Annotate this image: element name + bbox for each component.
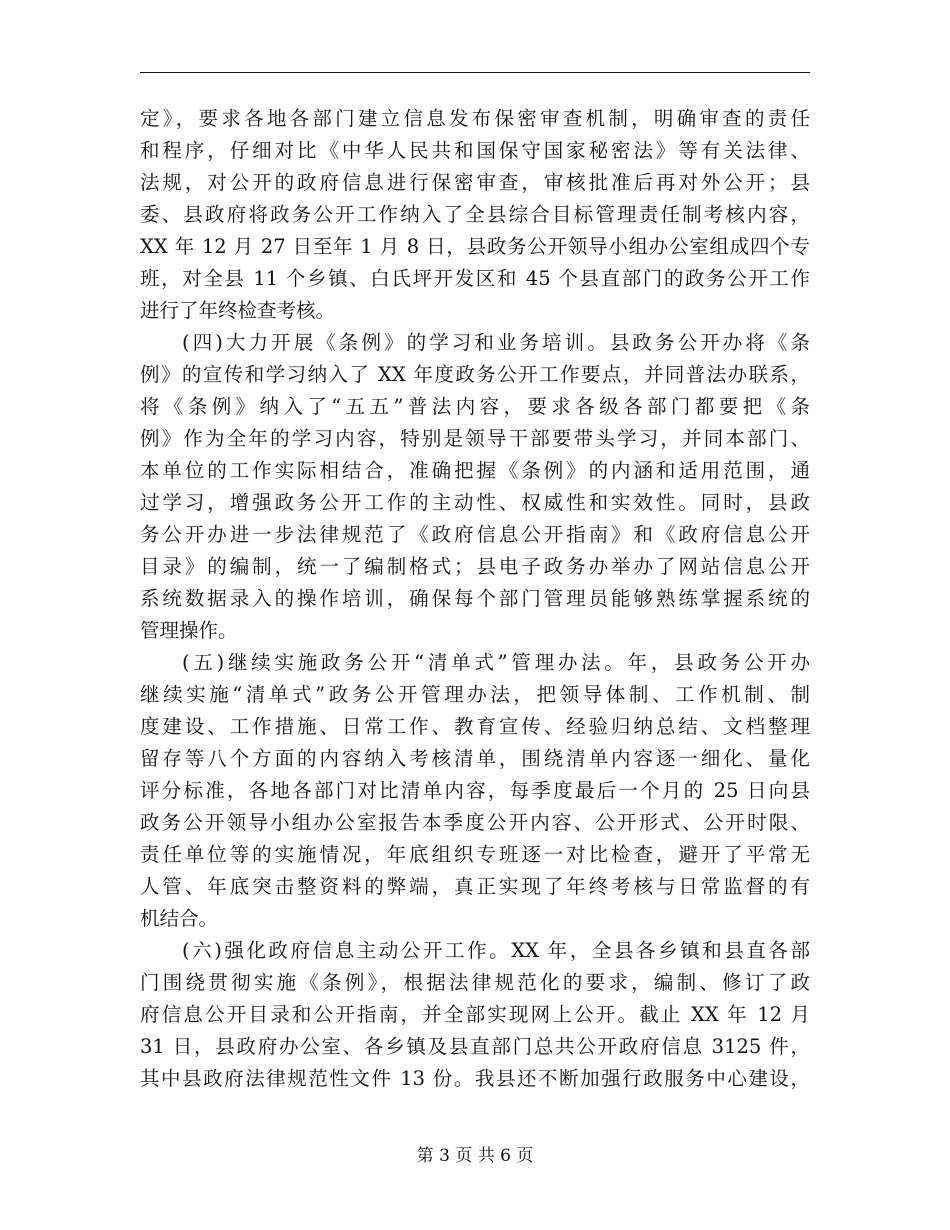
text-line: 继续实施“清单式”政务公开管理办法，把领导体制、工作机制、制: [140, 683, 810, 706]
text-line: 责任单位等的实施情况，年底组织专班逐一对比检查，避开了平常无: [140, 843, 810, 866]
paragraph-heading-line: (五)继续实施政务公开“清单式”管理办法。年，县政务公开办: [182, 651, 810, 674]
text-line: 班，对全县 11 个乡镇、白氏坪开发区和 45 个县直部门的政务公开工作: [140, 267, 810, 290]
text-line: 进行了年终检查考核。: [140, 299, 336, 322]
text-line: XX 年 12 月 27 日至年 1 月 8 日，县政务公开领导小组办公室组成四个专: [140, 235, 810, 258]
text-line: 人管、年底突击整资料的弊端，真正实现了年终考核与日常监督的有: [140, 875, 810, 898]
text-line: 31 日，县政府办公室、各乡镇及县直部门总共公开政府信息 3125 件，: [140, 1035, 810, 1058]
text-line: 度建设、工作措施、日常工作、教育宣传、经验归纳总结、文档整理: [140, 715, 810, 738]
text-line: 其中县政府法律规范性文件 13 份。我县还不断加强行政服务中心建设，: [140, 1067, 810, 1090]
text-line: 例》的宣传和学习纳入了 XX 年度政务公开工作要点，并同普法办联系，: [140, 363, 810, 386]
text-line: 过学习，增强政务公开工作的主动性、权威性和实效性。同时，县政: [140, 491, 810, 514]
text-line: 政务公开领导小组办公室报告本季度公开内容、公开形式、公开时限、: [140, 811, 810, 834]
text-line: 本单位的工作实际相结合，准确把握《条例》的内涵和适用范围，通: [140, 459, 810, 482]
paragraph-heading-line: (四)大力开展《条例》的学习和业务培训。县政务公开办将《条: [182, 331, 810, 354]
text-line: 府信息公开目录和公开指南，并全部实现网上公开。截止 XX 年 12 月: [140, 1003, 810, 1026]
text-line: 系统数据录入的操作培训，确保每个部门管理员能够熟练掌握系统的: [140, 587, 810, 610]
text-line: 评分标准，各地各部门对比清单内容，每季度最后一个月的 25 日向县: [140, 779, 810, 802]
text-line: 将《条例》纳入了“五五”普法内容，要求各级各部门都要把《条: [140, 395, 810, 418]
text-line: 留存等八个方面的内容纳入考核清单，围绕清单内容逐一细化、量化: [140, 747, 810, 770]
header-rule: [140, 72, 810, 73]
text-line: 法规，对公开的政府信息进行保密审查，审核批准后再对外公开；县: [140, 171, 810, 194]
text-line: 门围绕贯彻实施《条例》，根据法律规范化的要求，编制、修订了政: [140, 971, 810, 994]
text-line: 机结合。: [140, 907, 219, 930]
text-line: 管理操作。: [140, 619, 238, 642]
paragraph-heading-line: (六)强化政府信息主动公开工作。XX 年，全县各乡镇和县直各部: [182, 939, 810, 962]
text-line: 和程序，仔细对比《中华人民共和国保守国家秘密法》等有关法律、: [140, 139, 810, 162]
text-line: 目录》的编制，统一了编制格式；县电子政务办举办了网站信息公开: [140, 555, 810, 578]
text-line: 委、县政府将政务公开工作纳入了全县综合目标管理责任制考核内容，: [140, 203, 810, 226]
text-line: 定》，要求各地各部门建立信息发布保密审查机制，明确审查的责任: [140, 107, 810, 130]
page-number-footer: 第 3 页 共 6 页: [416, 1146, 534, 1166]
body-text: [140, 103, 810, 1095]
text-line: 务公开办进一步法律规范了《政府信息公开指南》和《政府信息公开: [140, 523, 810, 546]
text-line: 例》作为全年的学习内容，特别是领导干部要带头学习，并同本部门、: [140, 427, 810, 450]
